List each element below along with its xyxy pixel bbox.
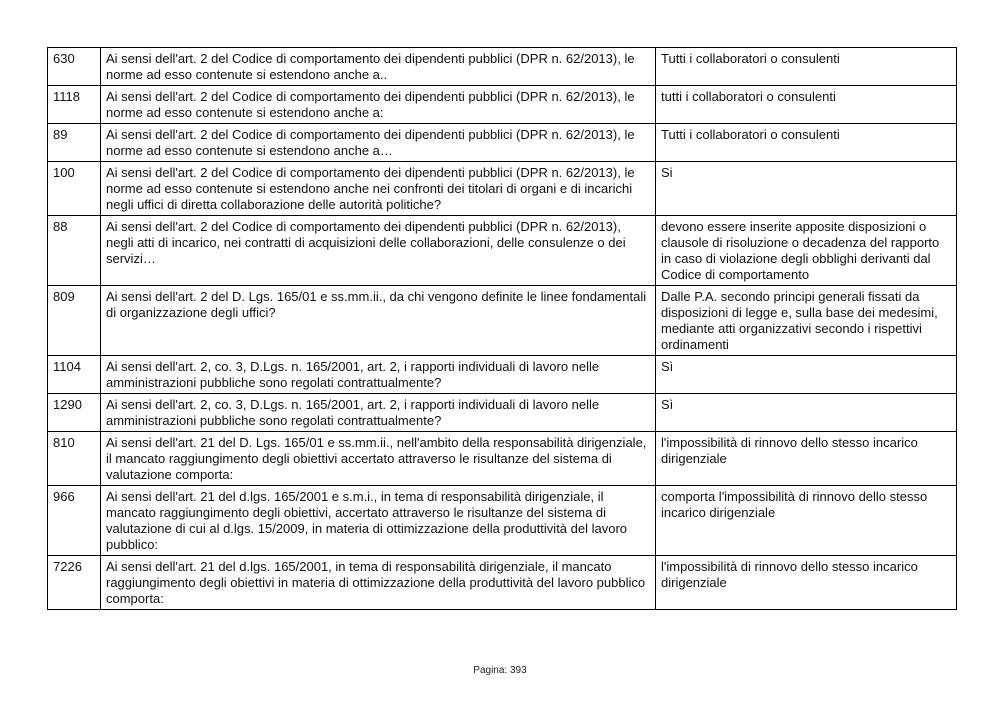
table-row: [48, 124, 957, 162]
table-row: [48, 162, 957, 216]
question-text-cell: Ai sensi dell'art. 21 del D. Lgs. 165/01 e ss.mm.ii., nell'ambito della responsabilità dirigenziale, il mancato raggiungimento degli obiettivi accertato attraverso le risultanze del sistema di valutazione comporta:: [101, 432, 656, 486]
answer-text-cell: devono essere inserite apposite disposizioni o clausole di risoluzione o decadenza del rapporto in caso di violazione degli obblighi derivanti dal Codice di comportamento: [656, 216, 957, 286]
question-table: [47, 47, 957, 610]
table-row: [48, 48, 957, 86]
question-text-cell: Ai sensi dell'art. 2 del Codice di comportamento dei dipendenti pubblici (DPR n. 62/2013), le norme ad esso contenute si estendono anche a..: [101, 48, 656, 86]
question-text-cell: Ai sensi dell'art. 2, co. 3, D.Lgs. n. 165/2001, art. 2, i rapporti individuali di lavoro nelle amministrazioni pubbliche sono regolati contrattualmente?: [101, 394, 656, 432]
answer-text-cell: Tutti i collaboratori o consulenti: [656, 124, 957, 162]
question-text-cell: Ai sensi dell'art. 2 del Codice di comportamento dei dipendenti pubblici (DPR n. 62/2013), le norme ad esso contenute si estendono anche a…: [101, 124, 656, 162]
question-text-cell: Ai sensi dell'art. 2, co. 3, D.Lgs. n. 165/2001, art. 2, i rapporti individuali di lavoro nelle amministrazioni pubbliche sono regolati contrattualmente?: [101, 356, 656, 394]
answer-text-cell: tutti i collaboratori o consulenti: [656, 86, 957, 124]
table-row: [48, 556, 957, 610]
question-text-cell: Ai sensi dell'art. 21 del d.lgs. 165/2001 e s.m.i., in tema di responsabilità dirigenziale, il mancato raggiungimento degli obiettivi, accertato attraverso le risultanze del sistema di valutazione di cui al d.lgs. 15/2009, in materia di ottimizzazione della produttività del lavoro pubblico:: [101, 486, 656, 556]
table-row: [48, 486, 957, 556]
question-id-cell: 809: [48, 286, 101, 356]
answer-text-cell: comporta l'impossibilità di rinnovo dello stesso incarico dirigenziale: [656, 486, 957, 556]
question-id-cell: 100: [48, 162, 101, 216]
table-row: [48, 356, 957, 394]
question-text-cell: Ai sensi dell'art. 21 del d.lgs. 165/2001, in tema di responsabilità dirigenziale, il mancato raggiungimento degli obiettivi in materia di ottimizzazione della produttività del lavoro pubblico comporta:: [101, 556, 656, 610]
question-text-cell: Ai sensi dell'art. 2 del D. Lgs. 165/01 e ss.mm.ii., da chi vengono definite le linee fondamentali di organizzazione degli uffici?: [101, 286, 656, 356]
question-text-cell: Ai sensi dell'art. 2 del Codice di comportamento dei dipendenti pubblici (DPR n. 62/2013), le norme ad esso contenute si estendono anche nei confronti dei titolari di organi e di incarichi negli uffici di diretta collaborazione delle autorità politiche?: [101, 162, 656, 216]
table-row: [48, 394, 957, 432]
answer-text-cell: l'impossibilità di rinnovo dello stesso incarico dirigenziale: [656, 556, 957, 610]
answer-text-cell: Si: [656, 162, 957, 216]
question-id-cell: 1118: [48, 86, 101, 124]
question-table-body: [48, 48, 957, 610]
question-id-cell: 1290: [48, 394, 101, 432]
question-id-cell: 810: [48, 432, 101, 486]
question-id-cell: 7226: [48, 556, 101, 610]
table-row: [48, 86, 957, 124]
question-id-cell: 630: [48, 48, 101, 86]
answer-text-cell: Tutti i collaboratori o consulenti: [656, 48, 957, 86]
question-id-cell: 966: [48, 486, 101, 556]
answer-text-cell: Dalle P.A. secondo principi generali fissati da disposizioni di legge e, sulla base dei medesimi, mediante atti organizzativi secondo i rispettivi ordinamenti: [656, 286, 957, 356]
page-number: Pagina: 393: [473, 665, 527, 676]
table-row: [48, 286, 957, 356]
question-text-cell: Ai sensi dell'art. 2 del Codice di comportamento dei dipendenti pubblici (DPR n. 62/2013), le norme ad esso contenute si estendono anche a:: [101, 86, 656, 124]
table-row: [48, 216, 957, 286]
table-row: [48, 432, 957, 486]
question-id-cell: 1104: [48, 356, 101, 394]
answer-text-cell: Sì: [656, 394, 957, 432]
question-id-cell: 88: [48, 216, 101, 286]
answer-text-cell: Sì: [656, 356, 957, 394]
question-text-cell: Ai sensi dell'art. 2 del Codice di comportamento dei dipendenti pubblici (DPR n. 62/2013), negli atti di incarico, nei contratti di acquisizioni delle collaborazioni, delle consulenze o dei servizi…: [101, 216, 656, 286]
question-id-cell: 89: [48, 124, 101, 162]
answer-text-cell: l'impossibilità di rinnovo dello stesso incarico dirigenziale: [656, 432, 957, 486]
